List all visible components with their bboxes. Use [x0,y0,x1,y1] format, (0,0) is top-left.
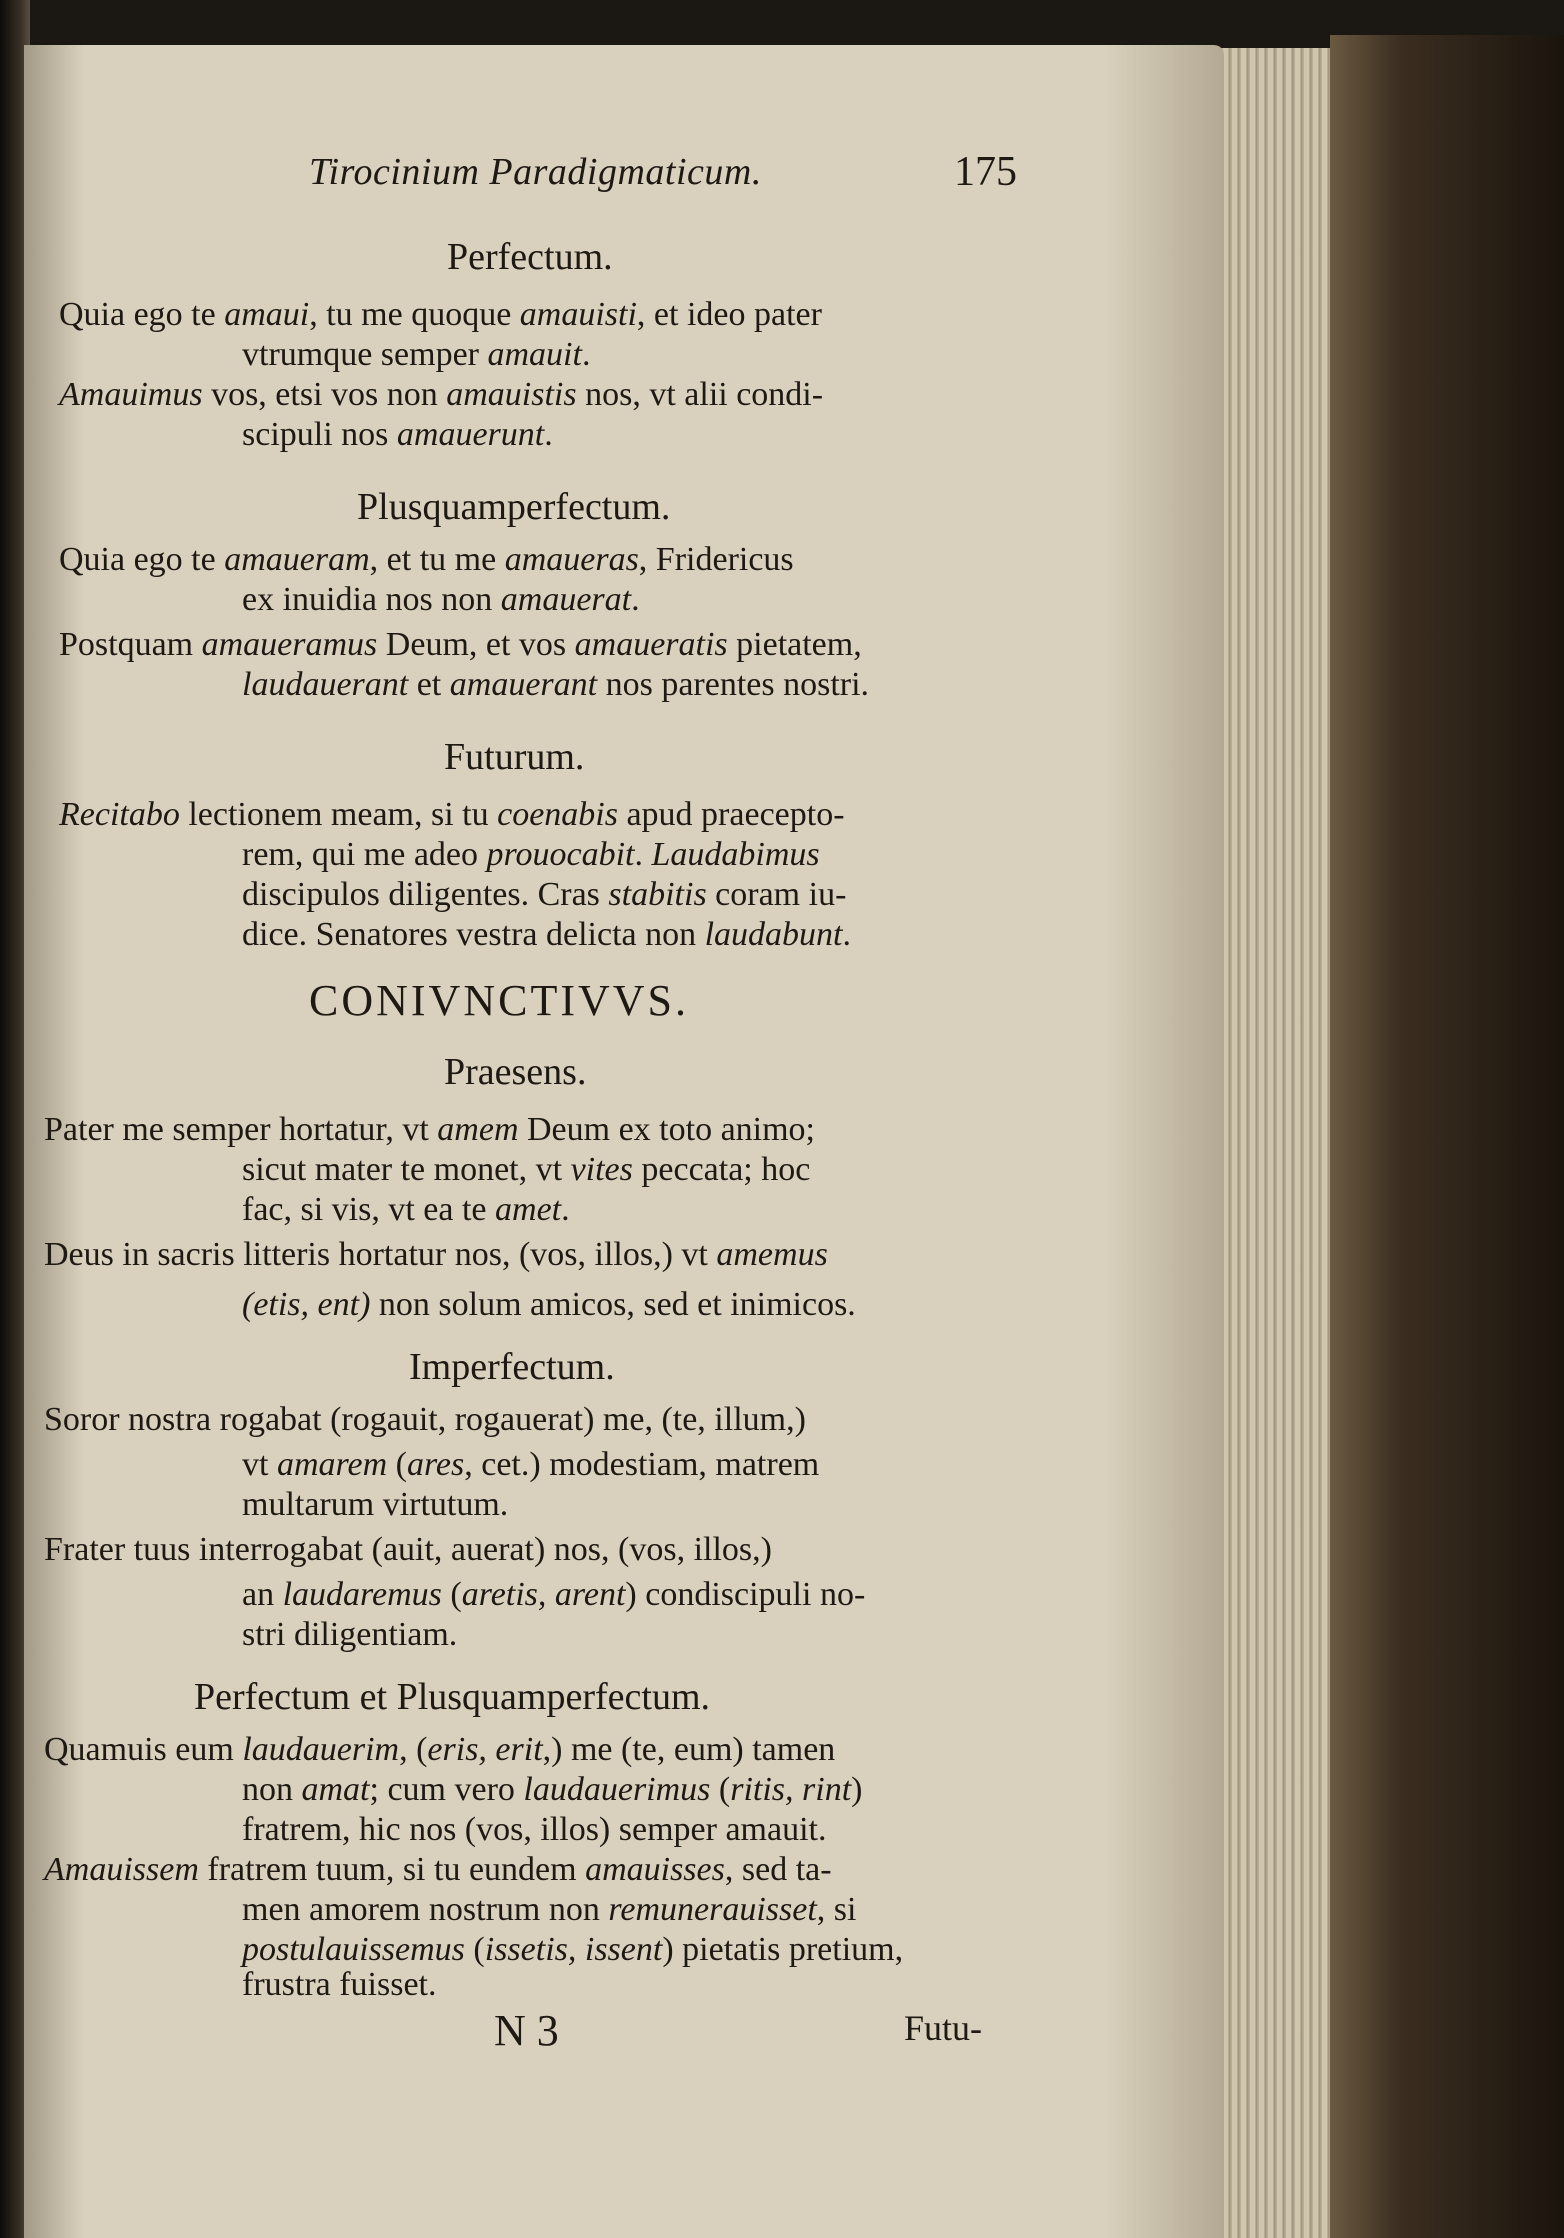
page-content [24,45,1224,2238]
text-line: Soror nostra rogabat (rogauit, rogauerat) me, (te, illum,) [44,1401,806,1438]
text-line: rem, qui me adeo prouocabit. Laudabimus [242,836,820,873]
text-line: ex inuidia nos non amauerat. [242,581,640,618]
text-line: Pater me semper hortatur, vt amem Deum ex toto animo; [44,1111,816,1148]
section-heading-praesens: Praesens. [444,1051,587,1093]
running-title: Tirocinium Paradigmaticum. [309,151,762,193]
text-line: sicut mater te monet, vt vites peccata; hoc [242,1151,811,1188]
text-line: men amorem nostrum non remunerauisset, si [242,1891,857,1928]
text-line: vtrumque semper amauit. [242,336,591,373]
text-line: scipuli nos amauerunt. [242,416,553,453]
text-line: an laudaremus (aretis, arent) condiscipuli no- [242,1576,866,1613]
text-line: Postquam amaueramus Deum, et vos amaueratis pietatem, [59,626,862,663]
text-line: Deus in sacris litteris hortatur nos, (vos, illos,) vt amemus [44,1236,828,1273]
section-heading-imperfectum: Imperfectum. [409,1346,615,1388]
text-line: discipulos diligentes. Cras stabitis coram iu- [242,876,847,913]
text-line: Amauimus vos, etsi vos non amauistis nos, vt alii condi- [59,376,824,413]
catchword: Futu- [904,2008,983,2048]
text-line: Quamuis eum laudauerim, (eris, erit,) me (te, eum) tamen [44,1731,836,1768]
text-line: fac, si vis, vt ea te amet. [242,1191,570,1228]
page-number: 175 [954,149,1017,195]
section-heading-perfectum: Perfectum. [447,236,613,278]
text-line: Amauissem fratrem tuum, si tu eundem amauisses, sed ta- [44,1851,832,1888]
text-line: Quia ego te amaui, tu me quoque amauisti, et ideo pater [59,296,822,333]
section-heading-plusquamperfectum: Plusquamperfectum. [357,486,671,528]
text-line: laudauerant et amauerant nos parentes nostri. [242,666,870,703]
text-line: (etis, ent) non solum amicos, sed et inimicos. [242,1286,856,1323]
section-heading-futurum: Futurum. [444,736,585,778]
book-page [24,45,1224,2238]
text-line: multarum virtutum. [242,1486,509,1523]
text-line: Quia ego te amaueram, et tu me amaueras, Fridericus [59,541,794,578]
text-line: frustra fuisset. [242,1966,437,2003]
section-heading-perfectum-et-plusquamperfectum: Perfectum et Plusquamperfectum. [194,1676,711,1718]
text-line: stri diligentiam. [242,1616,458,1653]
text-line: fratrem, hic nos (vos, illos) semper amauit. [242,1811,827,1848]
text-line: postulauissemus (issetis, issent) pietatis pretium, [242,1931,904,1968]
text-line: dice. Senatores vestra delicta non laudabunt. [242,916,852,953]
text-line: Recitabo lectionem meam, si tu coenabis apud praecepto- [59,796,845,833]
text-line: non amat; cum vero laudauerimus (ritis, rint) [242,1771,863,1808]
major-heading-coniunctivus: CONIVNCTIVVS. [309,976,689,1025]
book-cover-edge [1330,35,1564,2238]
signature-mark: N 3 [494,2006,559,2055]
text-line: vt amarem (ares, cet.) modestiam, matrem [242,1446,820,1483]
text-line: Frater tuus interrogabat (auit, auerat) nos, (vos, illos,) [44,1531,772,1568]
